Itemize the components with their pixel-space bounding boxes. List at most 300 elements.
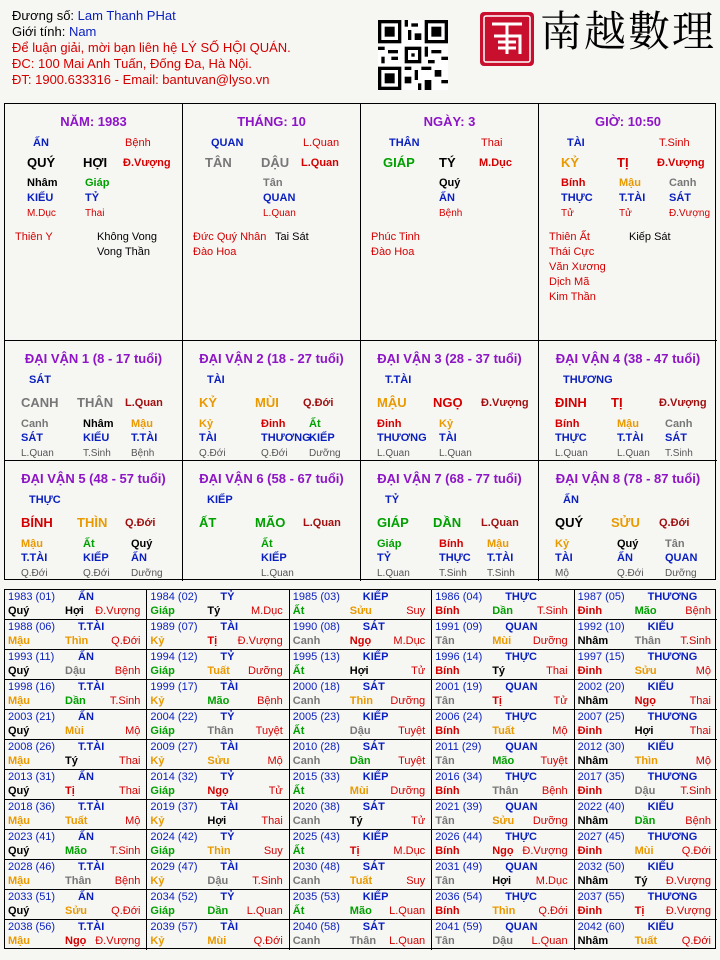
year-phase: Bệnh	[257, 695, 283, 707]
year-label: 2008 (26)	[8, 741, 56, 753]
year-star: QUAN	[505, 681, 538, 693]
year-label: 2002 (20)	[577, 681, 625, 693]
dai-van-can: GIÁP	[377, 515, 409, 530]
year-label: 2039 (57)	[150, 921, 198, 933]
year-cell[interactable]	[290, 860, 432, 890]
year-label: 2030 (48)	[292, 861, 340, 873]
year-can: Canh	[292, 635, 321, 647]
year-star: TỶ	[220, 711, 235, 723]
hidden-phase: L.Quan	[21, 448, 54, 459]
year-phase: Bệnh	[114, 665, 141, 677]
year-cell[interactable]	[575, 830, 717, 860]
year-star: TÀI	[220, 681, 239, 693]
year-label: 2026 (44)	[435, 831, 483, 843]
year-phase: Đ.Vượng	[522, 845, 568, 857]
year-cell[interactable]	[147, 920, 289, 950]
hidden-can: Kỷ	[199, 418, 214, 430]
shen-sat: Không Vong	[97, 231, 157, 243]
dai-van-star: TÀI	[207, 374, 225, 386]
year-cell[interactable]	[575, 890, 717, 920]
year-phase: Bệnh	[541, 785, 568, 797]
dai-van-phase: L.Quan	[125, 397, 163, 409]
year-cell[interactable]	[147, 710, 289, 740]
year-cell[interactable]	[147, 680, 289, 710]
hidden-star: TÀI	[199, 432, 217, 444]
year-chi: Sửu	[634, 665, 657, 677]
dai-van-chi: MÃO	[255, 515, 286, 530]
hidden-star: QUAN	[263, 192, 296, 204]
year-star: THỰC	[505, 891, 537, 903]
year-cell[interactable]	[432, 710, 574, 740]
year-cell[interactable]	[5, 800, 147, 830]
year-label: 2011 (29)	[435, 741, 482, 753]
year-label: 2003 (21)	[8, 711, 56, 723]
dai-van-chi: TỊ	[611, 395, 623, 410]
shen-sat: Tai Sát	[275, 231, 309, 243]
year-chi: Mùi	[634, 845, 654, 857]
dai-van-star: T.TÀI	[385, 374, 412, 386]
dai-van-phase: Q.Đới	[659, 517, 690, 529]
year-cell[interactable]	[147, 830, 289, 860]
year-phase: Thai	[118, 785, 141, 797]
year-star: QUAN	[505, 921, 538, 933]
year-cell[interactable]	[432, 890, 574, 920]
hidden-can: Tân	[665, 538, 685, 550]
year-phase: T.Sinh	[680, 635, 711, 647]
year-label: 2017 (35)	[577, 771, 625, 783]
contact-line: Để luận giải, mời bạn liên hệ LÝ SỐ HỘI QUÁN.	[12, 40, 291, 55]
year-can: Mậu	[8, 635, 30, 647]
year-label: 2007 (25)	[577, 711, 625, 723]
year-chi: Tý	[65, 755, 78, 767]
year-star: THỰC	[505, 771, 537, 783]
pillar-chi: DẬU	[261, 155, 290, 170]
year-chi: Thìn	[65, 635, 89, 647]
year-star: KIẾP	[362, 591, 389, 603]
year-cell[interactable]	[432, 800, 574, 830]
year-chi: Tị	[349, 845, 360, 857]
year-phase: T.Sinh	[109, 845, 141, 857]
year-cell[interactable]	[432, 680, 574, 710]
year-cell[interactable]	[575, 770, 717, 800]
pillar-cell	[539, 104, 717, 341]
year-can: Bính	[435, 845, 460, 857]
year-cell[interactable]	[575, 860, 717, 890]
year-phase: L.Quan	[531, 935, 568, 947]
pillar-cell	[361, 104, 539, 341]
year-can: Quý	[8, 785, 30, 797]
year-chi: Sửu	[65, 905, 88, 917]
year-phase: Q.Đới	[681, 935, 711, 947]
shen-sat: Thiên Ất	[549, 231, 590, 243]
year-cell[interactable]	[432, 740, 574, 770]
hidden-star: ẤN	[617, 552, 633, 564]
dai-van-star: THƯƠNG	[563, 374, 613, 386]
year-star: ẤN	[78, 711, 94, 723]
year-cell[interactable]	[432, 830, 574, 860]
year-phase: Suy	[263, 845, 283, 857]
hidden-can: Tân	[263, 177, 283, 189]
pillar-star-top: THÂN	[389, 137, 420, 149]
year-chi: Ngọ	[492, 845, 514, 857]
year-can: Tân	[435, 815, 455, 827]
year-cell[interactable]	[5, 650, 147, 680]
year-chi: Thân	[634, 635, 661, 647]
hidden-star: SÁT	[21, 432, 43, 444]
hidden-star: T.TÀI	[131, 432, 158, 444]
year-label: 1994 (12)	[150, 651, 198, 663]
year-phase: Tuyệt	[398, 725, 426, 737]
pillars-grid	[4, 103, 716, 580]
year-phase: M.Dục	[393, 635, 426, 647]
header-info	[12, 8, 291, 88]
year-star: THỰC	[505, 591, 537, 603]
year-cell[interactable]	[575, 740, 717, 770]
hidden-star: TỶ	[85, 192, 100, 204]
year-phase: M.Dục	[535, 875, 568, 887]
year-phase: Bệnh	[114, 875, 141, 887]
hidden-star: THỰC	[561, 192, 593, 204]
year-chi: Thân	[492, 785, 519, 797]
year-star: KIẾP	[362, 831, 389, 843]
year-star: QUAN	[505, 621, 538, 633]
year-label: 2004 (22)	[150, 711, 198, 723]
year-cell[interactable]	[290, 890, 432, 920]
hidden-star: KIẾP	[261, 552, 287, 564]
year-star: KIẾP	[362, 891, 389, 903]
year-star: TỶ	[220, 771, 235, 783]
hidden-phase: Bệnh	[439, 208, 463, 219]
year-can: Quý	[8, 605, 30, 617]
hidden-phase: Thai	[85, 208, 105, 219]
year-cell[interactable]	[290, 770, 432, 800]
dai-van-star: TỶ	[385, 494, 400, 506]
hidden-star: T.TÀI	[487, 552, 514, 564]
year-can: Canh	[292, 935, 321, 947]
hidden-phase: Đ.Vượng	[669, 208, 711, 219]
year-cell[interactable]	[432, 770, 574, 800]
year-chi: Dần	[207, 905, 229, 917]
year-can: Đinh	[577, 845, 603, 857]
year-phase: Dưỡng	[532, 815, 568, 827]
year-label: 1997 (15)	[577, 651, 625, 663]
year-phase: Dưỡng	[390, 785, 426, 797]
year-star: KIẾU	[647, 681, 674, 693]
year-chi: Mùi	[492, 635, 512, 647]
year-label: 2000 (18)	[292, 681, 340, 693]
year-chi: Hợi	[65, 605, 84, 617]
year-cell[interactable]	[432, 920, 574, 950]
year-can: Canh	[292, 815, 321, 827]
year-cell[interactable]	[575, 920, 717, 950]
year-phase: Suy	[406, 605, 426, 617]
year-chi: Ngọ	[207, 785, 229, 797]
dai-van-cell	[361, 461, 539, 581]
year-cell[interactable]	[5, 830, 147, 860]
year-cell[interactable]	[5, 860, 147, 890]
dai-van-can: BÍNH	[21, 515, 53, 530]
year-chi: Ngọ	[349, 635, 372, 647]
hidden-star: KIẾP	[309, 432, 335, 444]
year-label: 2019 (37)	[150, 801, 198, 813]
shen-sat: Đào Hoa	[371, 246, 415, 258]
year-cell[interactable]	[432, 590, 574, 620]
year-cell[interactable]	[290, 590, 432, 620]
year-phase: L.Quan	[389, 935, 426, 947]
year-phase: L.Quan	[246, 905, 283, 917]
year-label: 1999 (17)	[150, 681, 198, 693]
hidden-phase: Q.Đới	[21, 568, 48, 579]
address-line: ĐC: 100 Mai Anh Tuấn, Đống Đa, Hà Nội.	[12, 56, 252, 71]
year-label: 2016 (34)	[435, 771, 483, 783]
pillar-top-right: Bệnh	[125, 137, 151, 149]
year-star: KIẾP	[362, 651, 389, 663]
year-label: 2006 (24)	[435, 711, 483, 723]
hidden-phase: L.Quan	[261, 568, 294, 579]
shen-sat: Kiếp Sát	[629, 231, 671, 243]
year-phase: Đ.Vượng	[95, 935, 141, 947]
year-cell[interactable]	[575, 680, 717, 710]
pillar-can: QUÝ	[27, 155, 56, 170]
year-star: TÀI	[220, 741, 239, 753]
pillar-top-right: L.Quan	[303, 137, 340, 149]
year-cell[interactable]	[5, 710, 147, 740]
year-star: ẤN	[78, 651, 94, 663]
pillar-can: GIÁP	[383, 155, 415, 170]
year-cell[interactable]	[5, 920, 147, 950]
year-cell[interactable]	[5, 890, 147, 920]
pillar-can: KỶ	[561, 155, 580, 170]
shen-sat: Thái Cực	[549, 246, 595, 258]
year-chi: Tý	[207, 605, 221, 617]
year-chi: Dậu	[634, 785, 656, 797]
year-can: Ất	[292, 845, 305, 857]
year-chi: Dậu	[492, 935, 513, 947]
year-can: Đinh	[577, 725, 603, 737]
dai-van-title: ĐẠI VẬN 7 (68 - 77 tuổi)	[377, 471, 522, 486]
year-phase: T.Sinh	[537, 605, 568, 617]
hidden-can: Ất	[309, 418, 321, 430]
hidden-phase: L.Quan	[617, 448, 650, 459]
year-star: ẤN	[78, 831, 94, 843]
year-cell[interactable]	[575, 650, 717, 680]
pillar-title: NGÀY: 3	[423, 114, 476, 129]
dai-van-can: QUÝ	[555, 515, 584, 530]
year-cell[interactable]	[147, 650, 289, 680]
year-can: Kỷ	[150, 815, 165, 827]
year-cell[interactable]	[290, 710, 432, 740]
year-can: Mậu	[8, 815, 30, 827]
year-cell[interactable]	[290, 650, 432, 680]
year-star: THỰC	[505, 651, 537, 663]
year-star: SÁT	[362, 921, 385, 933]
hidden-can: Đinh	[377, 418, 402, 430]
hidden-star: T.TÀI	[21, 552, 48, 564]
shen-sat: Kim Thần	[549, 291, 596, 303]
year-can: Nhâm	[577, 635, 609, 647]
year-chi: Mùi	[65, 725, 84, 737]
year-can: Ất	[292, 785, 305, 797]
year-star: THƯƠNG	[647, 711, 698, 723]
year-label: 1992 (10)	[577, 621, 625, 633]
year-cell[interactable]	[575, 590, 717, 620]
year-cell[interactable]	[147, 740, 289, 770]
year-star: T.TÀI	[78, 861, 105, 873]
hidden-can: Mậu	[131, 418, 153, 430]
year-cell[interactable]	[290, 740, 432, 770]
year-can: Giáp	[150, 845, 175, 857]
year-phase: Thai	[689, 725, 711, 737]
year-label: 2031 (49)	[435, 861, 483, 873]
year-cell[interactable]	[5, 620, 147, 650]
year-label: 2012 (30)	[577, 741, 625, 753]
year-phase: Mộ	[552, 725, 568, 737]
year-cell[interactable]	[575, 800, 717, 830]
year-label: 1990 (08)	[292, 621, 340, 633]
year-cell[interactable]	[5, 740, 147, 770]
dai-van-phase: Đ.Vượng	[659, 397, 707, 409]
year-cell[interactable]	[5, 680, 147, 710]
year-phase: T.Sinh	[109, 695, 141, 707]
shen-sat: Đào Hoa	[193, 246, 237, 258]
year-phase: Dưỡng	[248, 665, 283, 677]
year-label: 2015 (33)	[292, 771, 340, 783]
shen-sat: Văn Xương	[549, 261, 606, 273]
year-phase: Mộ	[695, 755, 711, 767]
year-cell[interactable]	[432, 650, 574, 680]
year-can: Nhâm	[577, 815, 609, 827]
year-can: Bính	[435, 905, 460, 917]
year-cell[interactable]	[147, 800, 289, 830]
hidden-can: Canh	[21, 418, 49, 430]
year-cell[interactable]	[290, 800, 432, 830]
year-star: QUAN	[505, 861, 538, 873]
year-label: 1996 (14)	[435, 651, 483, 663]
year-cell[interactable]	[432, 620, 574, 650]
year-cell[interactable]	[5, 590, 147, 620]
year-can: Ất	[292, 605, 305, 617]
year-can: Đinh	[577, 665, 603, 677]
dai-van-phase: Q.Đới	[303, 397, 334, 409]
year-label: 2020 (38)	[292, 801, 340, 813]
year-phase: Dưỡng	[532, 635, 568, 647]
year-label: 1984 (02)	[150, 591, 198, 603]
year-can: Tân	[435, 695, 455, 707]
hidden-can: Ất	[261, 538, 273, 550]
hidden-phase: Tử	[561, 208, 574, 219]
hidden-phase: Dưỡng	[665, 568, 697, 579]
dai-van-can: ẤT	[199, 515, 217, 530]
hidden-star: THỰC	[555, 432, 587, 444]
dai-van-chi: THÌN	[77, 515, 108, 530]
year-label: 2009 (27)	[150, 741, 198, 753]
year-chi: Hợi	[207, 815, 227, 827]
dai-van-chi: DẦN	[433, 515, 462, 530]
year-phase: Q.Đới	[253, 935, 283, 947]
year-cell[interactable]	[147, 590, 289, 620]
shen-sat: Vong Thần	[97, 246, 151, 258]
pillar-cell	[183, 104, 361, 341]
shen-sat: Dịch Mã	[549, 276, 590, 288]
year-chi: Dần	[492, 605, 513, 617]
year-phase: Đ.Vượng	[95, 605, 141, 617]
year-can: Tân	[435, 635, 455, 647]
year-chi: Tý	[492, 665, 506, 677]
year-star: SÁT	[362, 801, 385, 813]
year-cell[interactable]	[290, 620, 432, 650]
year-cell[interactable]	[147, 890, 289, 920]
year-can: Kỷ	[150, 755, 165, 767]
dai-van-title: ĐẠI VẬN 6 (58 - 67 tuổi)	[199, 471, 344, 486]
year-chi: Mùi	[349, 785, 369, 797]
seal-logo	[478, 10, 536, 68]
hidden-star: TÀI	[555, 552, 573, 564]
year-cell[interactable]	[290, 920, 432, 950]
year-chi: Tị	[634, 905, 645, 917]
year-cell[interactable]	[147, 770, 289, 800]
hidden-star: ẤN	[439, 192, 455, 204]
year-chi: Thìn	[207, 845, 231, 857]
year-can: Canh	[292, 695, 321, 707]
year-phase: Tử	[268, 785, 283, 797]
year-star: SÁT	[362, 621, 385, 633]
year-can: Giáp	[150, 785, 175, 797]
year-star: ẤN	[78, 591, 94, 603]
year-label: 2018 (36)	[8, 801, 56, 813]
year-cell[interactable]	[147, 860, 289, 890]
year-chi: Tý	[634, 875, 648, 887]
year-cell[interactable]	[290, 830, 432, 860]
hidden-can: Ất	[83, 538, 95, 550]
year-star: KIẾU	[647, 741, 674, 753]
year-cell[interactable]	[5, 770, 147, 800]
year-cell[interactable]	[432, 860, 574, 890]
year-cell[interactable]	[290, 680, 432, 710]
hidden-can: Quý	[617, 538, 639, 550]
hidden-phase: T.Sinh	[439, 568, 467, 579]
year-can: Nhâm	[577, 695, 609, 707]
hidden-can: Nhâm	[27, 177, 58, 189]
year-star: THƯƠNG	[647, 831, 698, 843]
year-label: 2034 (52)	[150, 891, 198, 903]
year-cell[interactable]	[147, 620, 289, 650]
year-chi: Thìn	[349, 695, 374, 707]
pillar-chi: HỢI	[83, 155, 108, 170]
year-chi: Tý	[349, 815, 363, 827]
year-star: THƯƠNG	[647, 891, 698, 903]
hidden-can: Bính	[555, 418, 580, 430]
year-label: 2023 (41)	[8, 831, 56, 843]
year-label: 1991 (09)	[435, 621, 483, 633]
qr-code-icon[interactable]	[378, 20, 448, 90]
hidden-phase: Bệnh	[131, 448, 155, 459]
year-label: 2014 (32)	[150, 771, 198, 783]
phone-email-line: ĐT: 1900.633316 - Email: bantuvan@lyso.vn	[12, 72, 270, 87]
year-cell[interactable]	[575, 710, 717, 740]
year-can: Kỷ	[150, 875, 165, 887]
year-star: TỶ	[220, 891, 235, 903]
hidden-star: T.TÀI	[619, 192, 646, 204]
year-chi: Dậu	[65, 665, 86, 677]
year-chi: Mão	[65, 845, 87, 857]
shen-sat: Phúc Tinh	[371, 231, 420, 243]
year-label: 2041 (59)	[435, 921, 483, 933]
year-cell[interactable]	[575, 620, 717, 650]
year-can: Giáp	[150, 665, 175, 677]
dai-van-phase: Q.Đới	[125, 517, 156, 529]
pillar-star-top: TÀI	[567, 137, 585, 149]
year-phase: L.Quan	[389, 905, 426, 917]
